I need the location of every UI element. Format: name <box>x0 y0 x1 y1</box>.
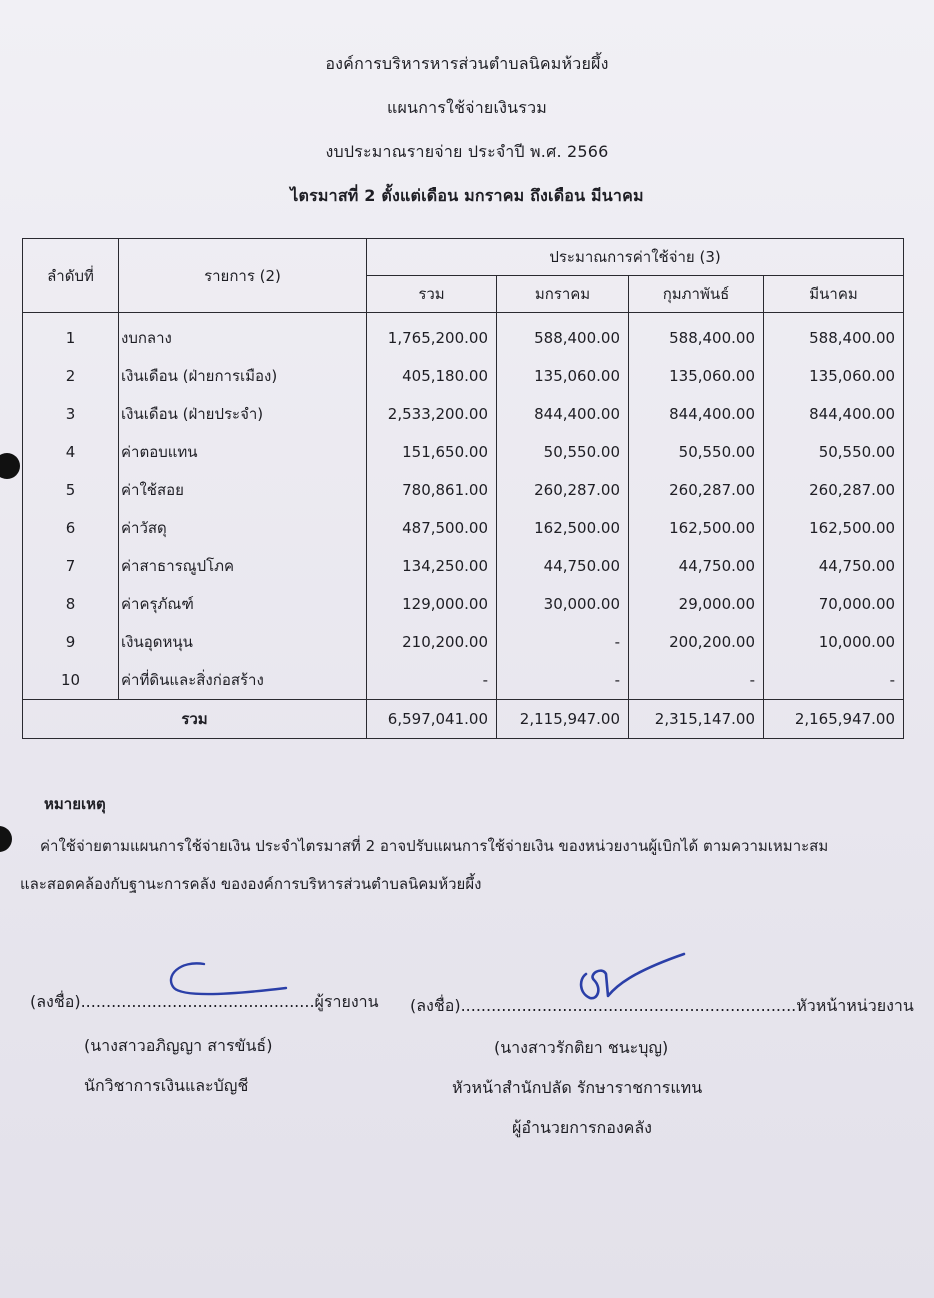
row-index: 10 <box>23 661 119 700</box>
column-header-jan: มกราคม <box>497 276 629 313</box>
total-jan: 2,115,947.00 <box>497 700 629 739</box>
row-total: 151,650.00 <box>367 433 497 471</box>
row-index: 8 <box>23 585 119 623</box>
row-mar: 162,500.00 <box>764 509 904 547</box>
plan-title: แผนการใช้จ่ายเงินรวม <box>386 98 548 117</box>
row-total: 2,533,200.00 <box>367 395 497 433</box>
table-row <box>23 357 904 395</box>
row-index: 2 <box>23 357 119 395</box>
table-row <box>23 585 904 623</box>
row-feb: 29,000.00 <box>629 585 764 623</box>
row-feb: 588,400.00 <box>629 313 764 358</box>
row-jan: 844,400.00 <box>497 395 629 433</box>
punch-hole <box>0 826 12 852</box>
reporter-position: นักวิชาการเงินและบัญชี <box>84 1076 249 1095</box>
row-feb: 50,550.00 <box>629 433 764 471</box>
row-item: งบกลาง <box>119 313 367 358</box>
row-jan: - <box>497 623 629 661</box>
row-total: - <box>367 661 497 700</box>
row-mar: 50,550.00 <box>764 433 904 471</box>
row-total: 780,861.00 <box>367 471 497 509</box>
budget-table <box>22 238 904 739</box>
row-mar: 260,287.00 <box>764 471 904 509</box>
row-total: 487,500.00 <box>367 509 497 547</box>
punch-hole <box>0 453 20 479</box>
column-header-feb: กุมภาพันธ์ <box>629 276 764 313</box>
row-item: ค่าที่ดินและสิ่งก่อสร้าง <box>119 661 367 700</box>
table-row <box>23 471 904 509</box>
row-total: 129,000.00 <box>367 585 497 623</box>
total-mar: 2,165,947.00 <box>764 700 904 739</box>
row-index: 1 <box>23 313 119 358</box>
row-feb: 162,500.00 <box>629 509 764 547</box>
row-mar: 10,000.00 <box>764 623 904 661</box>
total-label: รวม <box>23 700 367 739</box>
row-jan: - <box>497 661 629 700</box>
head-name: (นางสาวรักติยา ชนะบุญ) <box>494 1038 669 1057</box>
row-total: 134,250.00 <box>367 547 497 585</box>
column-header-mar: มีนาคม <box>764 276 904 313</box>
row-item: ค่าครุภัณฑ์ <box>119 585 367 623</box>
row-mar: 844,400.00 <box>764 395 904 433</box>
row-feb: 135,060.00 <box>629 357 764 395</box>
row-item: ค่าตอบแทน <box>119 433 367 471</box>
row-total: 1,765,200.00 <box>367 313 497 358</box>
row-item: เงินเดือน (ฝ่ายการเมือง) <box>119 357 367 395</box>
row-feb: 260,287.00 <box>629 471 764 509</box>
row-jan: 162,500.00 <box>497 509 629 547</box>
row-total: 405,180.00 <box>367 357 497 395</box>
row-jan: 588,400.00 <box>497 313 629 358</box>
table-row <box>23 509 904 547</box>
row-item: เงินเดือน (ฝ่ายประจำ) <box>119 395 367 433</box>
quarter-title: ไตรมาสที่ 2 ตั้งแต่เดือน มกราคม ถึงเดือน มีนาคม <box>290 186 644 205</box>
table-total-row <box>23 700 904 739</box>
row-jan: 30,000.00 <box>497 585 629 623</box>
table-row <box>23 661 904 700</box>
row-item: ค่าวัสดุ <box>119 509 367 547</box>
row-feb: - <box>629 661 764 700</box>
row-mar: - <box>764 661 904 700</box>
row-feb: 844,400.00 <box>629 395 764 433</box>
head-position: หัวหน้าสำนักปลัด รักษาราชการแทน <box>452 1078 703 1097</box>
row-index: 5 <box>23 471 119 509</box>
org-title: องค์การบริหารหารส่วนตำบลนิคมห้วยผึ้ง <box>325 54 609 73</box>
head-position-acting: ผู้อำนวยการกองคลัง <box>512 1118 652 1137</box>
table-row <box>23 313 904 358</box>
row-index: 4 <box>23 433 119 471</box>
note-title: หมายเหตุ <box>44 795 106 813</box>
row-feb: 200,200.00 <box>629 623 764 661</box>
row-mar: 70,000.00 <box>764 585 904 623</box>
note-text-line2: และสอดคล้องกับฐานะการคลัง ขององค์การบริหารส่วนตำบลนิคมห้วยผึ้ง <box>20 875 482 893</box>
head-sign-line: (ลงชื่อ)..................................................................หัวหน้าหน่วยงาน <box>410 996 914 1015</box>
row-item: ค่าใช้สอย <box>119 471 367 509</box>
table-header-row <box>23 239 904 276</box>
row-mar: 44,750.00 <box>764 547 904 585</box>
row-mar: 588,400.00 <box>764 313 904 358</box>
row-item: ค่าสาธารณูปโภค <box>119 547 367 585</box>
row-jan: 260,287.00 <box>497 471 629 509</box>
row-jan: 50,550.00 <box>497 433 629 471</box>
row-feb: 44,750.00 <box>629 547 764 585</box>
total-feb: 2,315,147.00 <box>629 700 764 739</box>
table-row <box>23 433 904 471</box>
row-jan: 135,060.00 <box>497 357 629 395</box>
table-row <box>23 547 904 585</box>
column-header-total: รวม <box>367 276 497 313</box>
row-index: 3 <box>23 395 119 433</box>
row-mar: 135,060.00 <box>764 357 904 395</box>
row-index: 6 <box>23 509 119 547</box>
table-row <box>23 623 904 661</box>
column-header-item: รายการ (2) <box>119 239 367 313</box>
column-header-estimate: ประมาณการค่าใช้จ่าย (3) <box>367 239 904 276</box>
row-item: เงินอุดหนุน <box>119 623 367 661</box>
total-sum: 6,597,041.00 <box>367 700 497 739</box>
note-text-line1: ค่าใช้จ่ายตามแผนการใช้จ่ายเงิน ประจำไตรมาสที่ 2 อาจปรับแผนการใช้จ่ายเงิน ของหน่วยงานผู้เบิกได้ ตามความเหมาะสม <box>40 837 829 855</box>
row-index: 7 <box>23 547 119 585</box>
row-jan: 44,750.00 <box>497 547 629 585</box>
budget-title: งบประมาณรายจ่าย ประจำปี พ.ศ. 2566 <box>325 142 609 161</box>
row-total: 210,200.00 <box>367 623 497 661</box>
reporter-sign-line: (ลงชื่อ)..............................................ผู้รายงาน <box>30 992 379 1011</box>
table-row <box>23 395 904 433</box>
row-index: 9 <box>23 623 119 661</box>
column-header-index: ลำดับที่ <box>23 239 119 313</box>
reporter-name: (นางสาวอภิญญา สารขันธ์) <box>84 1036 273 1055</box>
